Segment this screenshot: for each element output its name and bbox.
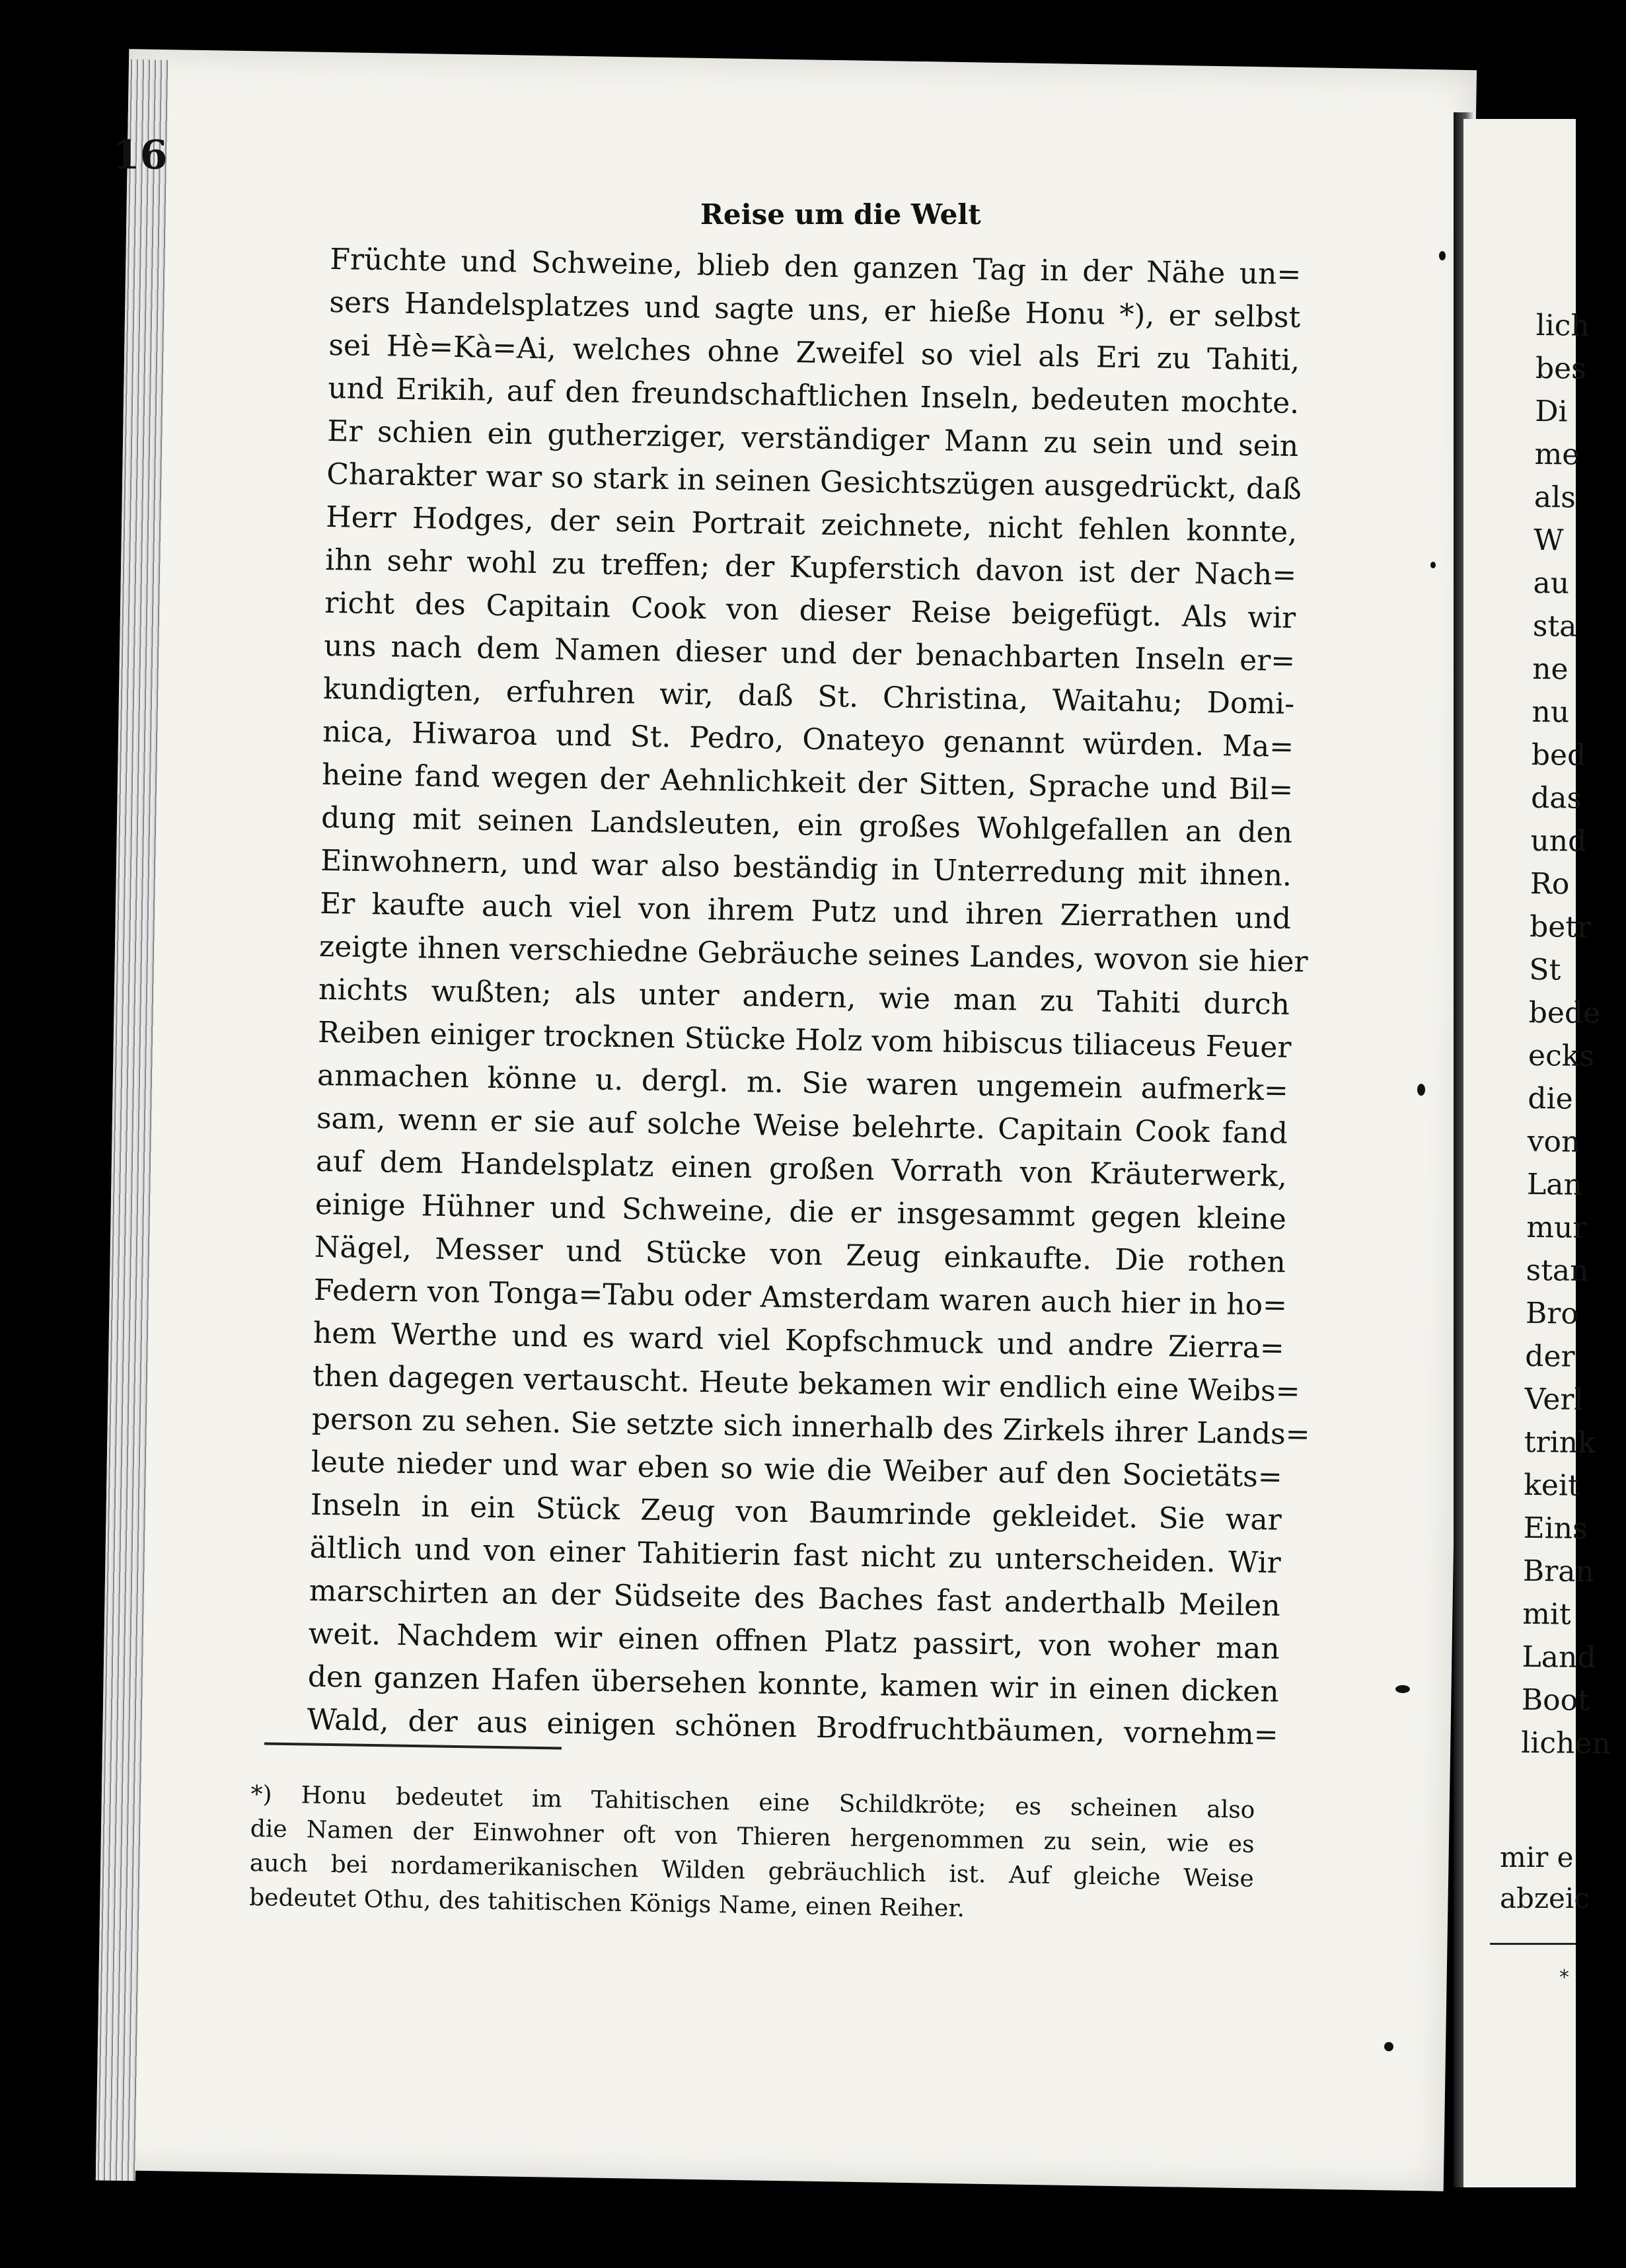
footnote-line: *) Honu bedeutet im Tahitischen eine Schildkröte; es scheinen also xyxy=(250,1780,1255,1824)
facing-line: Ro xyxy=(1530,866,1570,901)
facing-line: bes xyxy=(1535,351,1587,386)
facing-line: als xyxy=(1534,480,1576,515)
facing-line: Verl xyxy=(1524,1382,1584,1417)
running-title: Reise um die Welt xyxy=(700,198,981,231)
facing-line: Boot xyxy=(1521,1682,1590,1718)
text-line: uns nach dem Namen dieser und der benachbarten Inseln er= xyxy=(323,628,1296,679)
facing-line: Land xyxy=(1522,1640,1596,1675)
text-line: marschirten an der Südseite des Baches fast anderthalb Meilen xyxy=(309,1573,1281,1623)
text-line: Charakter war so stark in seinen Gesichtszügen ausgedrückt, daß xyxy=(326,457,1302,507)
text-line: then dagegen vertauscht. Heute bekamen wir endlich eine Weibs= xyxy=(312,1359,1300,1409)
text-line: sers Handelsplatzes und sagte uns, er hieße Honu *), er selbst xyxy=(329,285,1301,335)
facing-line: Di xyxy=(1535,394,1568,429)
facing-line: Bro xyxy=(1525,1296,1579,1331)
text-line: anmachen könne u. dergl. m. Sie waren ungemein aufmerk= xyxy=(316,1058,1289,1108)
facing-line: Eins xyxy=(1523,1511,1588,1546)
facing-line: das xyxy=(1530,780,1582,815)
facing-line: St xyxy=(1529,952,1561,987)
ink-speck xyxy=(1439,251,1446,260)
text-line: einige Hühner und Schweine, die er insgesammt gegen kleine xyxy=(314,1187,1287,1236)
footnote-line: bedeutet Othu, des tahitischen Königs Name, einen Reiher. xyxy=(248,1883,965,1922)
text-line: und Erikih, auf den freundschaftlichen Inseln, bedeuten mochte. xyxy=(328,371,1300,421)
footnote-line: die Namen der Einwohner oft von Thieren hergenommen zu sein, wie es xyxy=(250,1815,1255,1858)
footnote-block xyxy=(249,1778,1255,1931)
facing-line: au xyxy=(1533,566,1570,601)
facing-line: sta xyxy=(1532,609,1577,644)
text-line: Federn von Tonga=Tabu oder Amsterdam waren auch hier in ho= xyxy=(313,1273,1288,1322)
facing-line: keit xyxy=(1524,1468,1580,1503)
facing-line: nu xyxy=(1532,695,1570,730)
text-line: kundigten, erfuhren wir, daß St. Christina, Waitahu; Domi- xyxy=(322,671,1295,722)
facing-line: der xyxy=(1525,1339,1575,1374)
text-line: Er kaufte auch viel von ihrem Putz und ihren Zierrathen und xyxy=(319,886,1292,936)
facing-footer-line: mir e xyxy=(1500,1841,1574,1873)
facing-page-footer-text xyxy=(1500,1837,1590,1919)
text-line: ihn sehr wohl zu treffen; der Kupferstich davon ist der Nach= xyxy=(324,543,1297,593)
facing-line: von xyxy=(1527,1124,1580,1159)
main-text-block xyxy=(307,238,1310,1757)
facing-page-text xyxy=(1521,304,1626,1765)
text-line: leute nieder und war eben so wie die Weiber auf den Societäts= xyxy=(311,1445,1283,1494)
facing-line: die xyxy=(1528,1081,1573,1116)
facing-line: stan xyxy=(1526,1253,1589,1288)
facing-footnote-rule xyxy=(1490,1943,1576,1945)
facing-line: und xyxy=(1530,823,1587,858)
text-line: Früchte und Schweine, blieb den ganzen Tag in der Nähe un= xyxy=(330,242,1302,292)
text-line: Einwohnern, und war also beständig in Unterredung mit ihnen. xyxy=(320,843,1292,893)
facing-line: lichen xyxy=(1520,1725,1611,1761)
text-line: dung mit seinen Landsleuten, ein großes Wohlgefallen an den xyxy=(320,800,1293,850)
ink-speck xyxy=(1417,1084,1425,1096)
text-line: Er schien ein gutherziger, verständiger Mann zu sein und sein xyxy=(327,414,1299,464)
text-line: person zu sehen. Sie setzte sich innerhalb des Zirkels ihrer Lands= xyxy=(311,1402,1310,1452)
text-line: weit. Nachdem wir einen offnen Platz passirt, von woher man xyxy=(308,1616,1280,1666)
facing-line: ne xyxy=(1532,652,1569,687)
text-line: den ganzen Hafen übersehen konnte, kamen wir in einen dicken xyxy=(307,1659,1280,1709)
text-line: ältlich und von einer Tahitierin fast nicht zu unterscheiden. Wir xyxy=(309,1531,1282,1580)
text-line: sei Hè=Kà=Ai, welches ohne Zweifel so viel als Eri zu Tahiti, xyxy=(328,328,1300,378)
text-line: Inseln in ein Stück Zeug von Baumrinde gekleidet. Sie war xyxy=(310,1488,1282,1537)
text-line: Herr Hodges, der sein Portrait zeichnete, nicht fehlen konnte, xyxy=(325,500,1298,550)
text-line: nica, Hiwaroa und St. Pedro, Onateyo genannt würden. Ma= xyxy=(322,714,1294,764)
ink-speck xyxy=(1430,562,1436,568)
text-line: zeigte ihnen verschiedne Gebräuche seines Landes, wovon sie hier xyxy=(318,929,1308,979)
facing-footer-line: abzeic xyxy=(1500,1882,1590,1914)
text-line: Wald, der aus einigen schönen Brodfruchtbäumen, vornehm= xyxy=(307,1702,1278,1752)
facing-line: Lan xyxy=(1526,1167,1583,1202)
facing-line: mur xyxy=(1526,1210,1587,1245)
facing-line: me xyxy=(1534,437,1580,472)
text-line: Reiben einiger trocknen Stücke Holz vom hibiscus tiliaceus Feuer xyxy=(317,1015,1292,1065)
text-line: richt des Capitain Cook von dieser Reise beigefügt. Als wir xyxy=(324,586,1296,636)
text-line: heine fand wegen der Aehnlichkeit der Sitten, Sprache und Bil= xyxy=(321,757,1294,807)
facing-line: bede xyxy=(1528,995,1601,1031)
facing-line: lich xyxy=(1535,308,1590,343)
facing-line: ecks xyxy=(1528,1038,1595,1073)
facing-line: betr xyxy=(1529,909,1592,944)
facing-line: Bran xyxy=(1522,1554,1595,1589)
text-line: hem Werthe und es ward viel Kopfschmuck und andre Zierra= xyxy=(313,1316,1285,1365)
text-line: nichts wußten; als unter andern, wie man zu Tahiti durch xyxy=(318,972,1290,1022)
text-line: sam, wenn er sie auf solche Weise belehrte. Capitain Cook fand xyxy=(316,1101,1288,1151)
text-line: Nägel, Messer und Stücke von Zeug einkaufte. Die rothen xyxy=(314,1230,1286,1279)
ink-speck xyxy=(1384,2042,1393,2051)
ink-speck xyxy=(1395,1685,1410,1693)
page-number: 16 xyxy=(112,132,168,178)
text-line: auf dem Handelsplatz einen großen Vorrath von Kräuterwerk, xyxy=(315,1144,1288,1193)
facing-footnote-mark: * xyxy=(1559,1966,1569,1989)
facing-line: W xyxy=(1533,523,1564,558)
footnote-line: auch bei nordamerikanischen Wilden gebräuchlich ist. Auf gleiche Weise xyxy=(249,1849,1255,1893)
facing-line: bed xyxy=(1531,737,1586,773)
facing-line: trink xyxy=(1524,1425,1596,1460)
facing-line: mit xyxy=(1522,1597,1571,1632)
